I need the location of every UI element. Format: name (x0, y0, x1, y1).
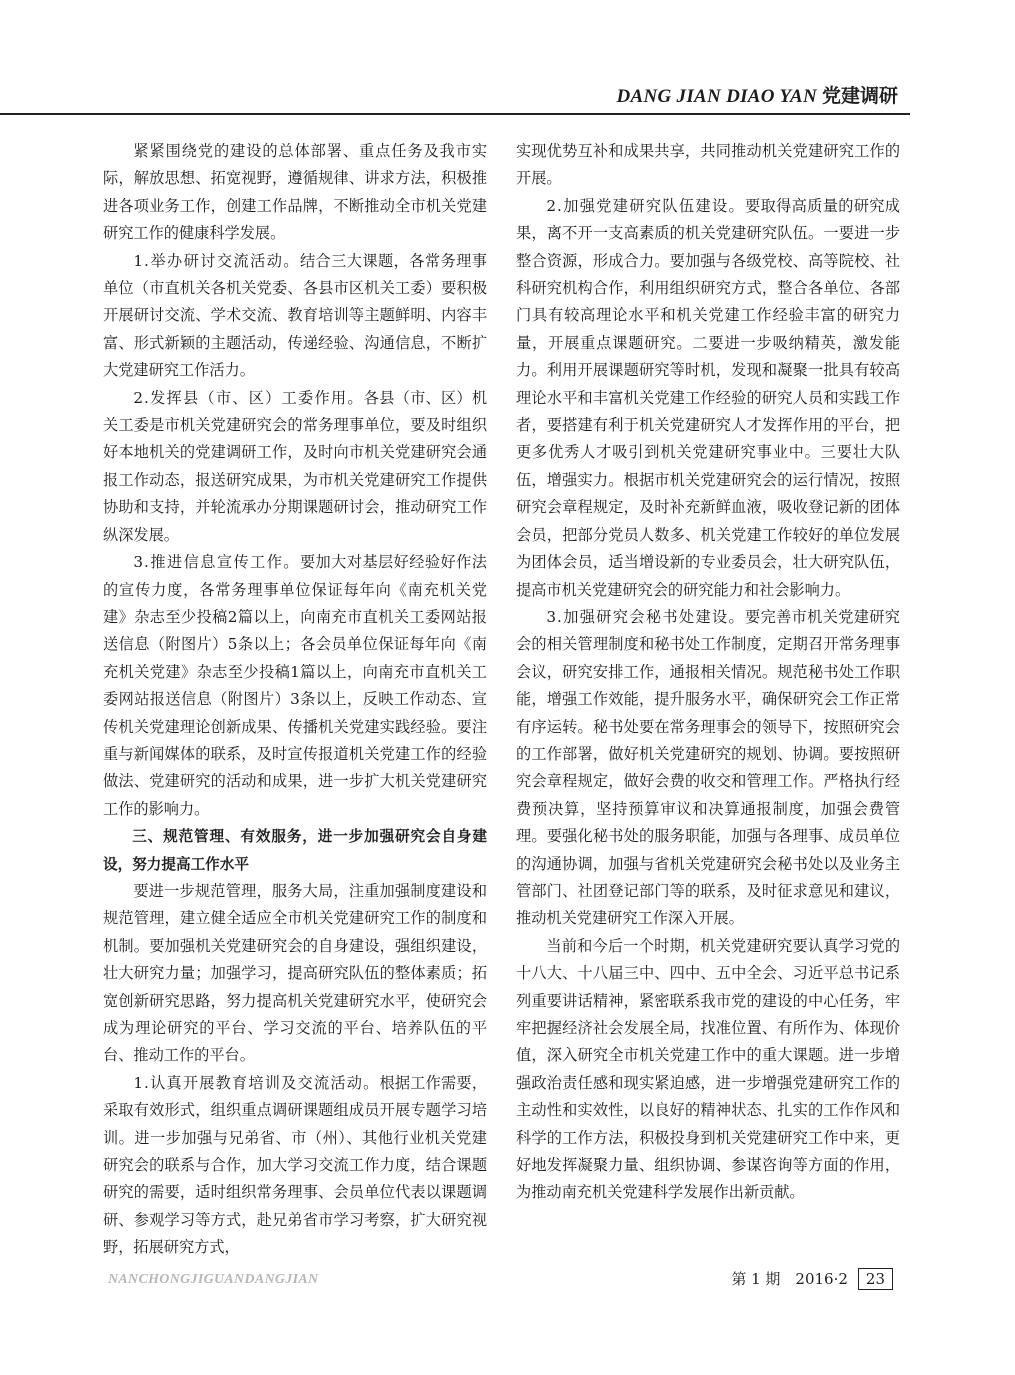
item-1-paragraph (103, 248, 487, 385)
closing-paragraph: 当前和今后一个时期，机关党建研究要认真学习党的十八大、十八届三中、四中、五中全会、习近平总书记系列重要讲话精神，紧密联系我市党的建设的中心任务，牢牢把握经济社会发展全局，找准位置、有所作为、体现价值，深入研究全市机关党建工作中的重大课题。进一步增强政治责任感和现实紧迫感，进一步增强党建研究工作的主动性和实效性，以良好的精神状态、扎实的工作作风和科学的工作方法，积极投身到机关党建研究工作中来，更好地发挥凝聚力量、组织协调、参谋咨询等方面的作用，为推动南充机关党建科学发展作出新贡献。 (516, 936, 900, 1202)
left-column (103, 138, 487, 1262)
footer-issue-info (731, 1268, 893, 1290)
issue-label: 第 1 期 2016·2 (731, 1270, 848, 1288)
item-2-lead: 2.发挥县（市、区）工委作用。 (133, 388, 364, 407)
header-title-cn: 党建调研 (821, 85, 898, 107)
header-title-en: DANG JIAN DIAO YAN (616, 86, 817, 107)
item-3-text: 要加大对基层好经验好作法的宣传力度，各常务理事单位保证每年向《南充机关党建》杂志至少投稿2篇以上，向南充市直机关工委网站报送信息（附图片）5条以上；各会员单位保证每年向《南充机关党建》杂志至少投稿1篇以上，向南充市直机关工委网站报送信息（附图片）3条以上，反映工作动态、宣传机关党建理论创新成果、传播机关党建实践经验。要注重与新闻媒体的联系，及时宣传报道机关党建工作的经验做法、党建研究的活动和成果，进一步扩大机关党建研究工作的影响力。 (103, 553, 487, 818)
item-4-paragraph (103, 1070, 487, 1262)
item-3-lead: 3.推进信息宣传工作。 (133, 553, 300, 572)
item-6-lead: 3.加强研究会秘书处建设。 (546, 607, 746, 626)
intro-paragraph: 紧紧围绕党的建设的总体部署、重点任务及我市实际，解放思想、拓宽视野，遵循规律、讲求方法，积极推进各项业务工作，创建工作品牌，不断推动全市机关党建研究工作的健康科学发展。 (103, 142, 487, 243)
header-title (616, 81, 898, 108)
item-2-text: 各县（市、区）机关工委是市机关党建研究会的常务理事单位，要及时组织好本地机关的党建调研工作，及时向市机关党建研究会通报工作动态，报送研究成果，为市机关党建研究工作提供协助和支持，并轮流承办分期课题研讨会，推动研究工作纵深发展。 (103, 388, 488, 544)
item-6-text: 要完善市机关党建研究会的相关管理制度和秘书处工作制度，定期召开常务理事会议，研究安排工作，通报相关情况。规范秘书处工作职能，增强工作效能，提升服务水平，确保研究会工作正常有序运转。秘书处要在常务理事会的领导下，按照研究会的工作部署，做好机关党建研究的规划、协调。要按照研究会章程规定，做好会费的收交和管理工作。严格执行经费预决算，坚持预算审议和决算通报制度，加强会费管理。要强化秘书处的服务职能，加强与各理事、成员单位的沟通协调，加强与省机关党建研究会秘书处以及业务主管部门、社团登记部门等的联系，及时征求意见和建议，推动机关党建研究工作深入开展。 (516, 607, 900, 928)
item-6-paragraph (516, 604, 900, 933)
section-heading: 三、规范管理、有效服务，进一步加强研究会自身建设，努力提高工作水平 (103, 828, 487, 873)
item-1-lead: 1.举办研讨交流活动。 (133, 251, 300, 270)
item-3-paragraph (103, 549, 487, 823)
item-2-paragraph (103, 385, 487, 549)
right-column (516, 138, 900, 1207)
footer-publication-name: NANCHONGJIGUANDANGJIAN (108, 1272, 319, 1287)
item-4-text: 根据工作需要，采取有效形式，组织重点调研课题组成员开展专题学习培训。进一步加强与兄弟省、市（州）、其他行业机关党建研究会的联系与合作，加大学习交流工作力度，结合课题研究的需要，适时组织常务理事、会员单位代表以课题调研、参观学习等方式，赴兄弟省市学习考察，扩大研究视野，拓展研究方式， (103, 1073, 488, 1257)
item-5-paragraph (516, 193, 900, 604)
page-number: 23 (858, 1268, 893, 1290)
item-1-text: 结合三大课题，各常务理事单位（市直机关各机关党委、各县市区机关工委）要积极开展研讨交流、学术交流、教育培训等主题鲜明、内容丰富、形式新颖的主题活动，传递经验、沟通信息，不断扩大党建研究工作活力。 (103, 251, 487, 380)
item-5-text: 要取得高质量的研究成果，离不开一支高素质的机关党建研究队伍。一要进一步整合资源，形成合力。要加强与各级党校、高等院校、社科研究机构合作，利用组织研究方式，整合各单位、各部门具有较高理论水平和机关党建工作经验丰富的研究力量，开展重点课题研究。二要进一步吸纳精英，激发能力。利用开展课题研究等时机，发现和凝聚一批具有较高理论水平和丰富机关党建工作经验的研究人员和实践工作者，要搭建有利于机关党建研究人才发挥作用的平台，把更多优秀人才吸引到机关党建研究事业中。三要壮大队伍，增强实力。根据市机关党建研究会的运行情况，按照研究会章程规定，及时补充新鲜血液，吸收登记新的团体会员，把部分党员人数多、机关党建工作较好的单位发展为团体会员，适当增设新的专业委员会，壮大研究队伍，提高市机关党建研究会的研究能力和社会影响力。 (516, 196, 900, 599)
item-4-lead: 1.认真开展教育培训及交流活动。 (133, 1073, 380, 1092)
section-intro-paragraph: 要进一步规范管理，服务大局，注重加强制度建设和规范管理，建立健全适应全市机关党建研究工作的制度和机制。要加强机关党建研究会的自身建设，强组织建设，壮大研究力量；加强学习，提高研究队伍的整体素质；拓宽创新研究思路，努力提高机关党建研究水平，使研究会成为理论研究的平台、学习交流的平台、培养队伍的平台、推动工作的平台。 (103, 881, 487, 1065)
running-header (0, 75, 910, 115)
continued-paragraph: 实现优势互补和成果共享，共同推动机关党建研究工作的开展。 (516, 142, 900, 188)
item-5-lead: 2.加强党建研究队伍建设。 (546, 196, 746, 215)
